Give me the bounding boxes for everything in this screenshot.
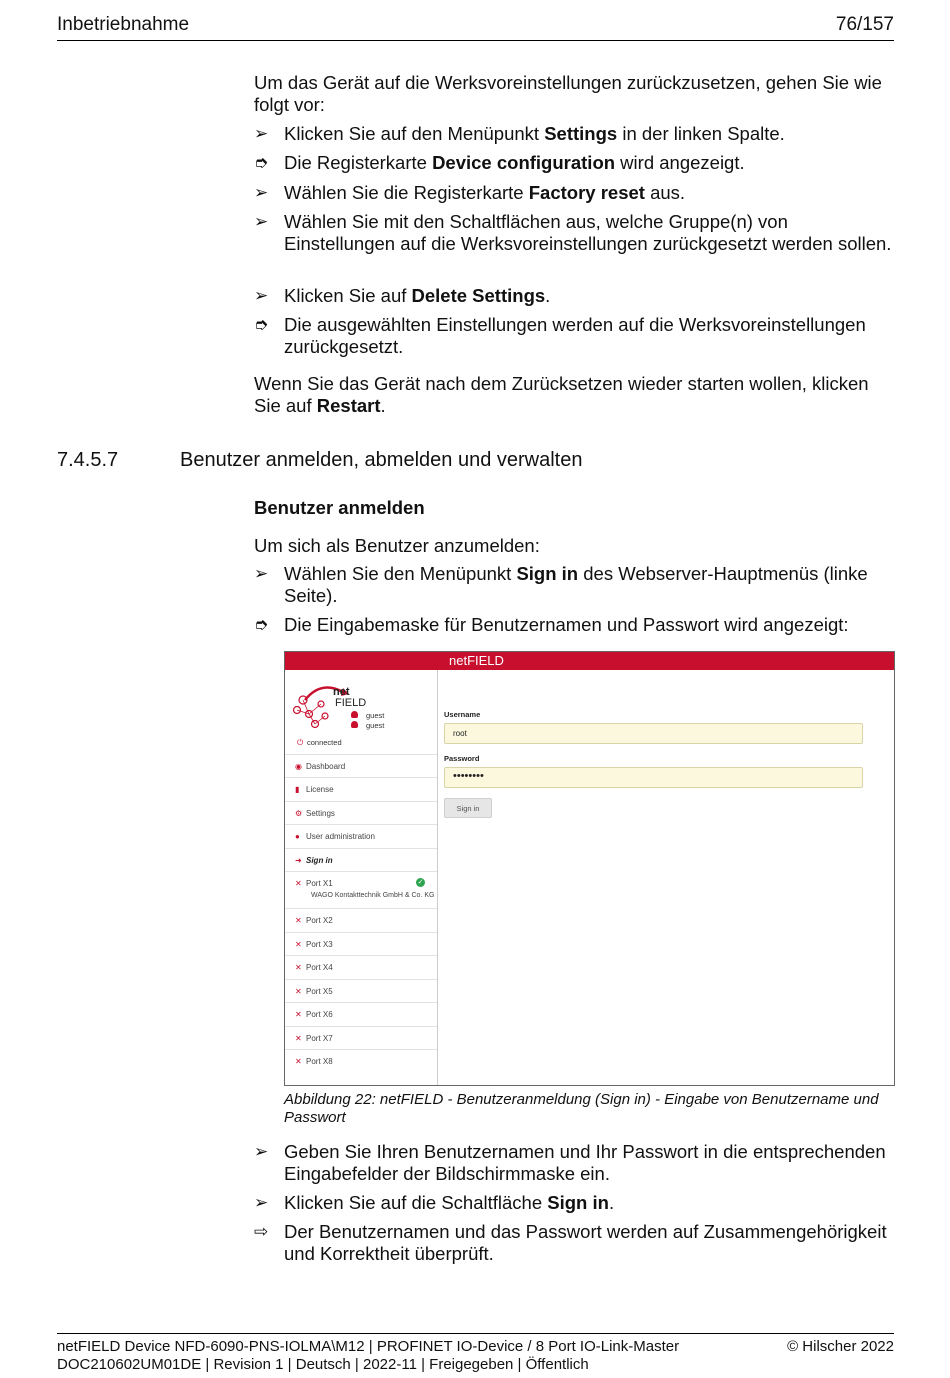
step-1: ➢ Klicken Sie auf den Menüpunkt Settings in der linken Spalte. <box>254 123 785 144</box>
user-role: guest <box>366 721 385 730</box>
figure-caption: Abbildung 22: netFIELD - Benutzeranmeldung (Sign in) - Eingabe von Benutzername und Passwort <box>284 1091 879 1126</box>
final-step-2: ➢ Klicken Sie auf die Schaltfläche Sign in. <box>254 1192 615 1213</box>
section-title: Benutzer anmelden, abmelden und verwalten <box>180 449 583 471</box>
user-role-icon <box>351 721 358 728</box>
arrow-bullet-icon: ➢ <box>254 1193 269 1212</box>
footer-document: DOC210602UM01DE | Revision 1 | Deutsch | 2022-11 | Freigegeben | Öffentlich <box>57 1356 589 1373</box>
nav-user-administration[interactable]: ● User administration <box>285 824 437 848</box>
settings-icon: ⚙ <box>295 809 303 818</box>
nav-port-x7[interactable]: ✕ Port X7 <box>285 1026 437 1050</box>
result-arrow-icon: ➮ <box>254 615 269 634</box>
arrow-bullet-icon: ➢ <box>254 564 269 583</box>
nav-port-x5[interactable]: ✕ Port X5 <box>285 979 437 1003</box>
nav-dashboard[interactable]: ◉ Dashboard <box>285 754 437 778</box>
port-icon: ✕ <box>295 879 302 888</box>
port-icon: ✕ <box>295 963 302 972</box>
result-arrow-icon: ➮ <box>254 315 269 334</box>
license-icon: ▮ <box>295 785 300 794</box>
footer-product: netFIELD Device NFD-6090-PNS-IOLMA\M12 | PROFINET IO-Device / 8 Port IO-Link-Master <box>57 1338 680 1355</box>
username-input[interactable]: root <box>444 723 863 744</box>
page-number: 76/157 <box>835 14 894 35</box>
step-5: ➢ Klicken Sie auf Delete Settings. <box>254 285 551 306</box>
password-input[interactable]: •••••••• <box>444 767 863 788</box>
intro-paragraph: Um das Gerät auf die Werksvoreinstellungen zurückzusetzen, gehen Sie wie folgt vor: <box>254 72 882 115</box>
username-label: Username <box>444 710 481 719</box>
arrow-bullet-icon: ➢ <box>254 286 269 305</box>
arrow-bullet-icon: ➢ <box>254 124 269 143</box>
plug-icon: ⏻ <box>297 738 304 747</box>
header-section: Inbetriebnahme <box>57 14 190 35</box>
logo-text-field: FIELD <box>335 697 367 709</box>
signin-step-2: ➮ Die Eingabemaske für Benutzernamen und Passwort wird angezeigt: <box>254 614 849 635</box>
nav-settings[interactable]: ⚙ Settings <box>285 801 437 825</box>
nav-sign-in[interactable]: ➜ Sign in <box>285 848 437 872</box>
check-icon: ✓ <box>417 879 424 886</box>
port-vendor: WAGO Kontakttechnik GmbH & Co. KG <box>311 892 435 899</box>
nav-port-x2[interactable]: ✕ Port X2 <box>285 908 437 932</box>
signin-step-1: ➢ Wählen Sie den Menüpunkt Sign in des Webserver-Hauptmenüs (linke Seite). <box>254 563 868 606</box>
outline-arrow-icon: ⇨ <box>254 1222 269 1241</box>
arrow-bullet-icon: ➢ <box>254 183 269 202</box>
header-divider <box>57 40 894 41</box>
nav-port-x4[interactable]: ✕ Port X4 <box>285 955 437 979</box>
final-step-1: ➢ Geben Sie Ihren Benutzernamen und Ihr Passwort in die entsprechenden Eingabefelder der Bildschirmmaske ein. <box>254 1141 886 1184</box>
dashboard-icon: ◉ <box>295 762 302 771</box>
port-icon: ✕ <box>295 1057 302 1066</box>
arrow-bullet-icon: ➢ <box>254 1142 269 1161</box>
users-icon: ● <box>295 832 300 841</box>
port-icon: ✕ <box>295 1010 302 1019</box>
step-2: ➮ Die Registerkarte Device configuration wird angezeigt. <box>254 152 745 173</box>
step-3: ➢ Wählen Sie die Registerkarte Factory reset aus. <box>254 182 686 203</box>
nav-port-x6[interactable]: ✕ Port X6 <box>285 1002 437 1026</box>
section-number: 7.4.5.7 <box>57 449 119 471</box>
nav-port-x8[interactable]: ✕ Port X8 <box>285 1049 437 1073</box>
sign-in-button[interactable]: Sign in <box>444 798 492 818</box>
logo-text-net: net <box>333 686 350 698</box>
port-icon: ✕ <box>295 940 302 949</box>
app-title: netFIELD <box>449 653 504 668</box>
final-step-3: ⇨ Der Benutzernamen und das Passwort werden auf Zusammengehörigkeit und Korrektheit überprüft. <box>254 1221 887 1264</box>
port-icon: ✕ <box>295 916 302 925</box>
user-icon <box>351 711 358 718</box>
footer-copyright: © Hilscher 2022 <box>787 1338 894 1355</box>
result-arrow-icon: ➮ <box>254 153 269 172</box>
nav-port-x1[interactable]: ✕ Port X1 ✓ WAGO Kontakttechnik GmbH & Co. KG <box>285 871 437 908</box>
connection-status: connected <box>307 738 342 747</box>
footer-divider <box>57 1333 894 1334</box>
step-6: ➮ Die ausgewählten Einstellungen werden auf die Werksvoreinstellungen zurückgesetzt. <box>254 314 866 357</box>
port-icon: ✕ <box>295 987 302 996</box>
password-label: Password <box>444 754 480 763</box>
step-4: ➢ Wählen Sie mit den Schaltflächen aus, welche Gruppe(n) von Einstellungen auf die Werksvoreinstellungen zurückgesetzt werden sollen. <box>254 211 892 254</box>
sidebar <box>285 670 438 1085</box>
user-name: guest <box>366 711 385 720</box>
restart-paragraph: Wenn Sie das Gerät nach dem Zurücksetzen wieder starten wollen, klicken Sie auf Restart. <box>254 373 869 416</box>
title-bar <box>285 652 894 670</box>
signin-icon: ➜ <box>295 856 302 865</box>
nav-port-x3[interactable]: ✕ Port X3 <box>285 932 437 956</box>
port-icon: ✕ <box>295 1034 302 1043</box>
signin-intro: Um sich als Benutzer anzumelden: <box>254 535 540 556</box>
nav-license[interactable]: ▮ License <box>285 777 437 801</box>
subheading: Benutzer anmelden <box>254 497 425 518</box>
netfield-screenshot <box>284 651 895 1086</box>
arrow-bullet-icon: ➢ <box>254 212 269 231</box>
